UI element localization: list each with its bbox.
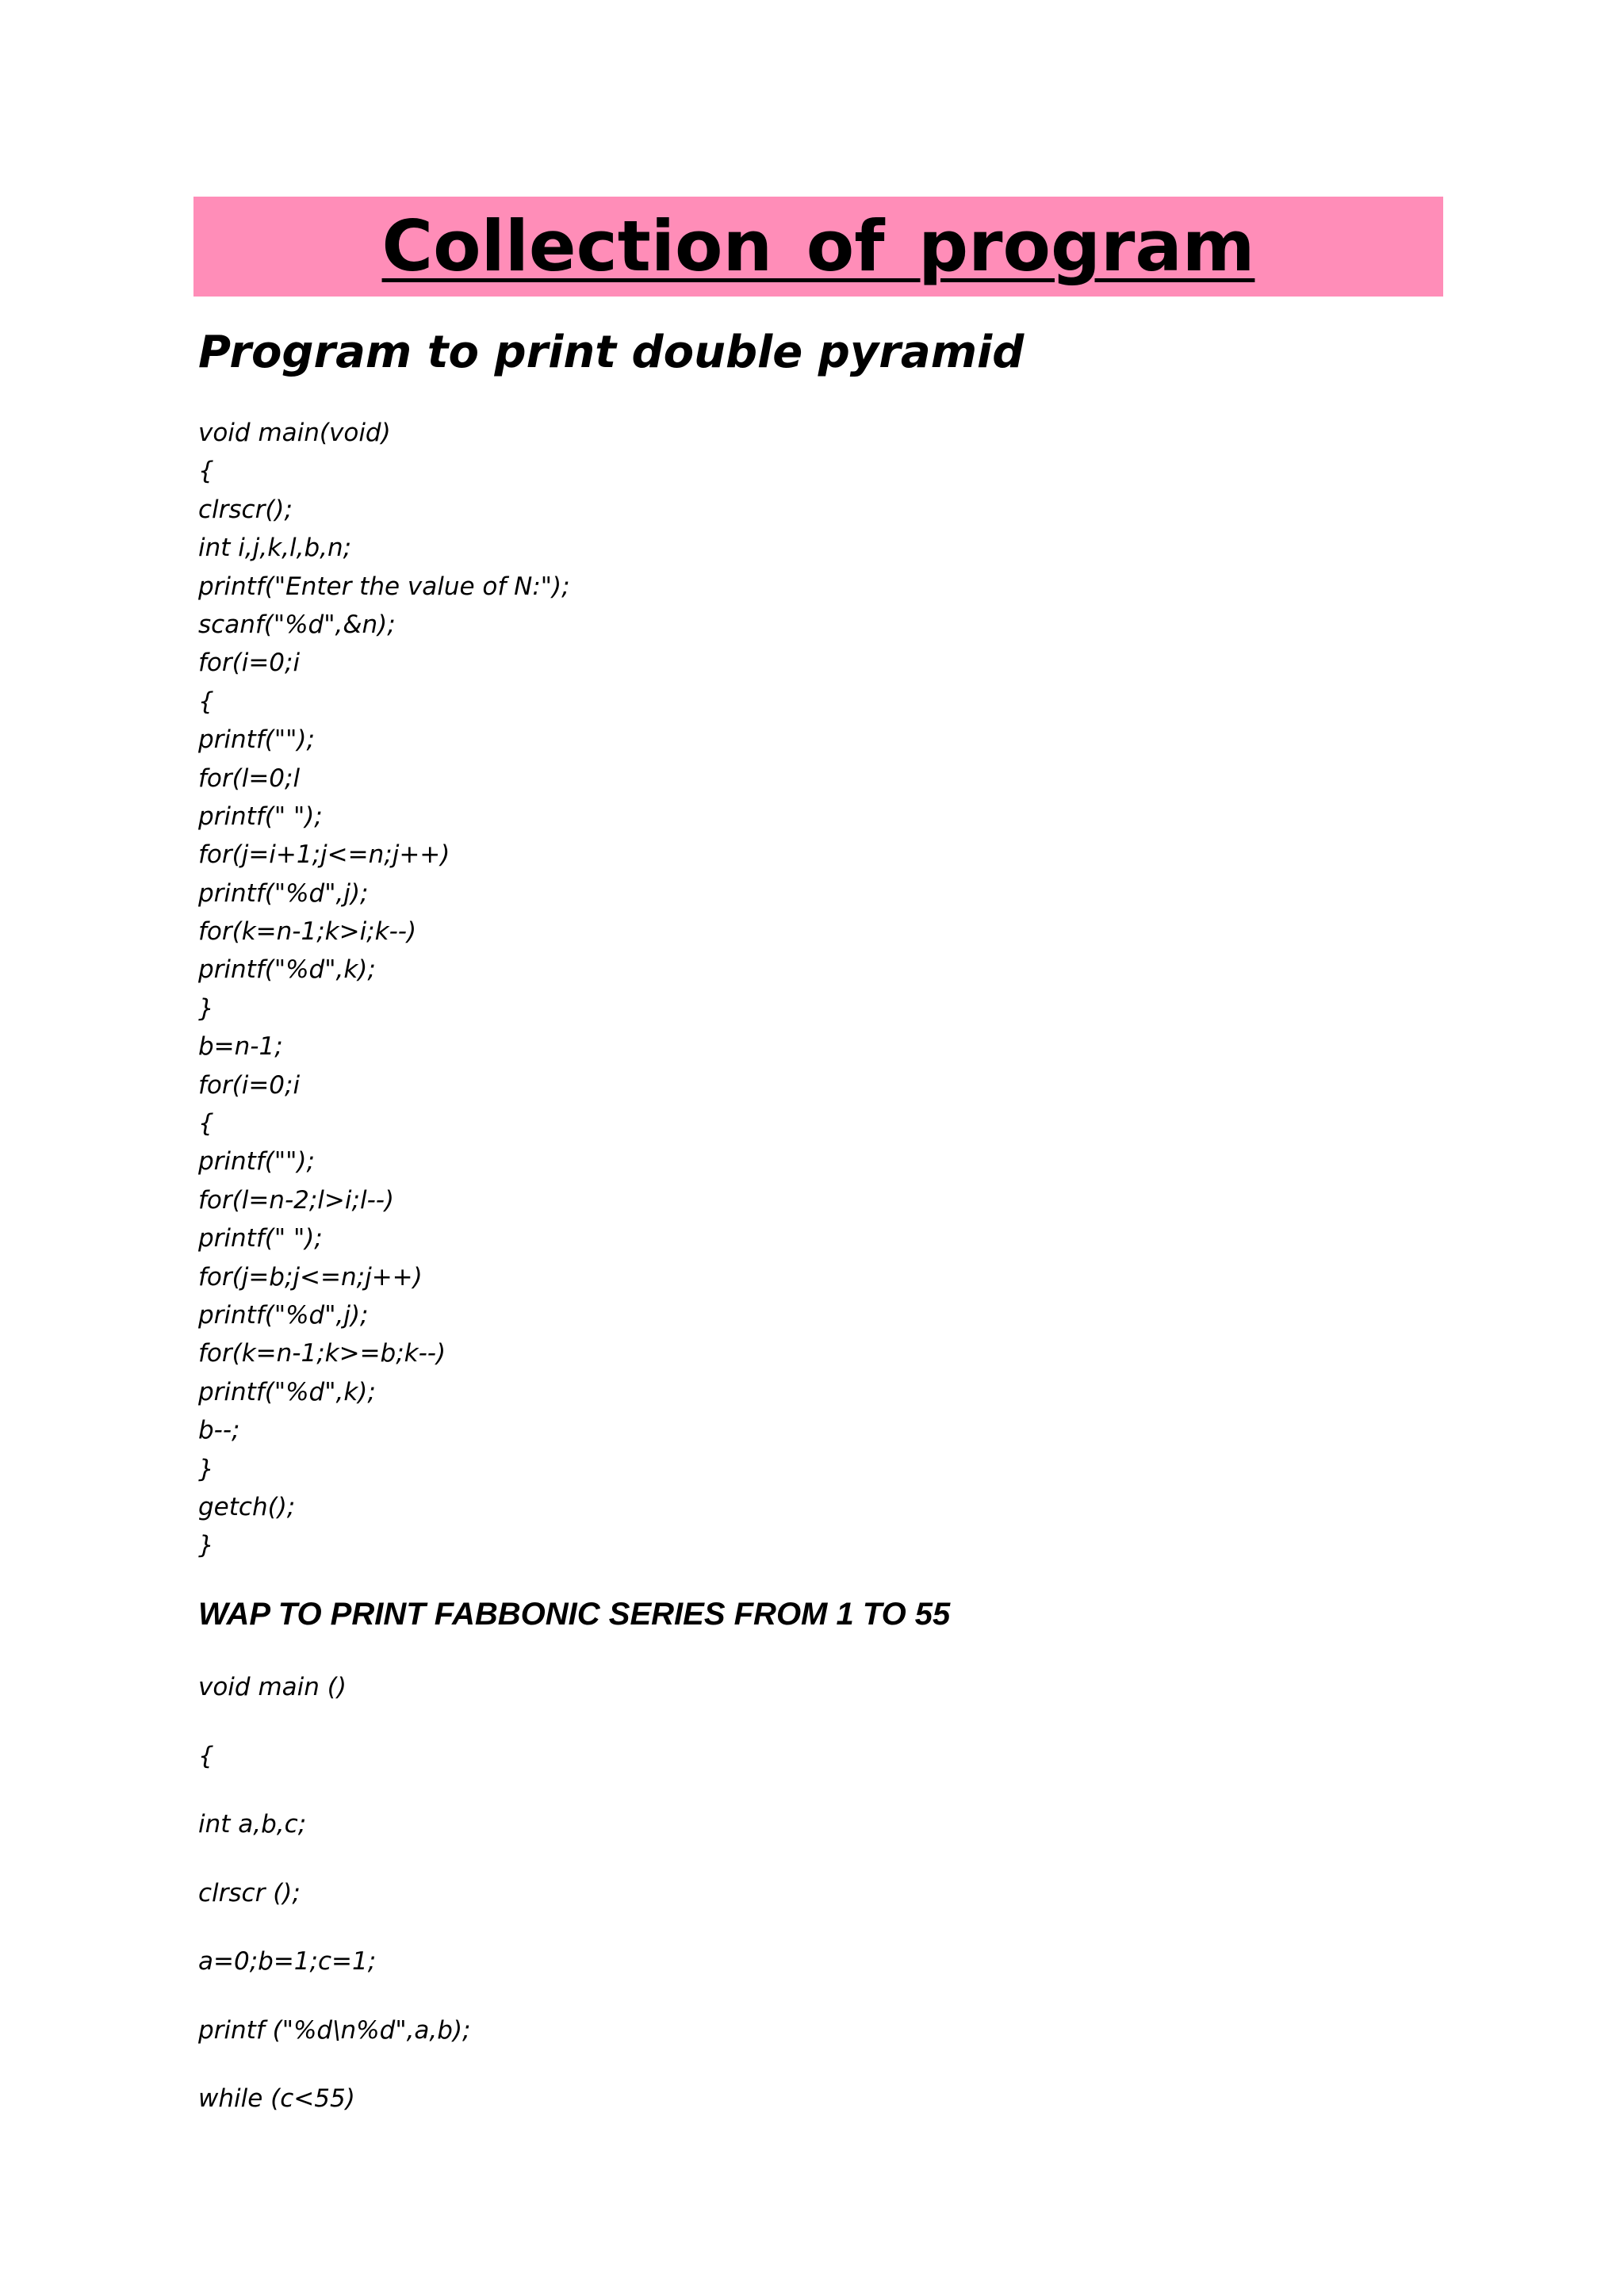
code-line: for(l=n-2;l>i;l--)	[198, 1185, 395, 1215]
code-line: void main(void)	[198, 419, 391, 447]
code-line: scanf("%d",&n);	[198, 610, 396, 639]
code-line: {	[198, 457, 214, 486]
document-title: Collection of program	[381, 205, 1255, 287]
code-line: printf(" ");	[198, 1224, 323, 1253]
code-line: int a,b,c;	[198, 1810, 307, 1839]
code-line: for(k=n-1;k>i;k--)	[198, 917, 417, 947]
code-line: clrscr();	[198, 495, 293, 524]
code-line: for(j=i+1;j<=n;j++)	[198, 840, 450, 870]
code-line: for(k=n-1;k>=b;k--)	[198, 1339, 446, 1368]
code-line: int i,j,k,l,b,n;	[198, 534, 352, 563]
code-line: void main ()	[198, 1673, 347, 1701]
title-banner	[193, 197, 1443, 297]
code-line: for(i=0;i	[198, 649, 301, 678]
code-line: for(j=b;j<=n;j++)	[198, 1262, 423, 1292]
code-line: printf("%d",j);	[198, 1300, 369, 1330]
code-line: b=n-1;	[198, 1032, 283, 1062]
code-line: }	[198, 993, 214, 1023]
code-line: {	[198, 687, 214, 716]
section-title-fibonacci: WAP TO PRINT FABBONIC SERIES FROM 1 TO 55	[198, 1597, 951, 1632]
code-line: {	[198, 1109, 214, 1138]
code-line: printf ("%d\n%d",a,b);	[198, 2015, 471, 2045]
code-line: for(i=0;i	[198, 1070, 301, 1100]
section-title-double-pyramid: Program to print double pyramid	[198, 327, 1025, 378]
code-line: printf("");	[198, 725, 315, 755]
code-line: printf(" ");	[198, 802, 323, 831]
code-line: {	[198, 1741, 214, 1770]
code-line: a=0;b=1;c=1;	[198, 1947, 377, 1976]
code-line: printf("Enter the value of N:");	[198, 572, 570, 601]
code-block-fibonacci	[198, 1663, 471, 2144]
code-line: printf("%d",j);	[198, 878, 369, 908]
code-line: while (c<55)	[198, 2084, 355, 2113]
code-line: getch();	[198, 1492, 296, 1521]
code-line: for(l=0;l	[198, 763, 301, 793]
code-line: }	[198, 1531, 214, 1560]
code-line: printf("%d",k);	[198, 1377, 376, 1406]
code-line: }	[198, 1454, 214, 1483]
code-line: clrscr ();	[198, 1878, 301, 1908]
code-line: printf("");	[198, 1147, 315, 1177]
code-line: b--;	[198, 1416, 240, 1445]
code-block-double-pyramid	[198, 414, 570, 1565]
code-line: printf("%d",k);	[198, 955, 376, 985]
